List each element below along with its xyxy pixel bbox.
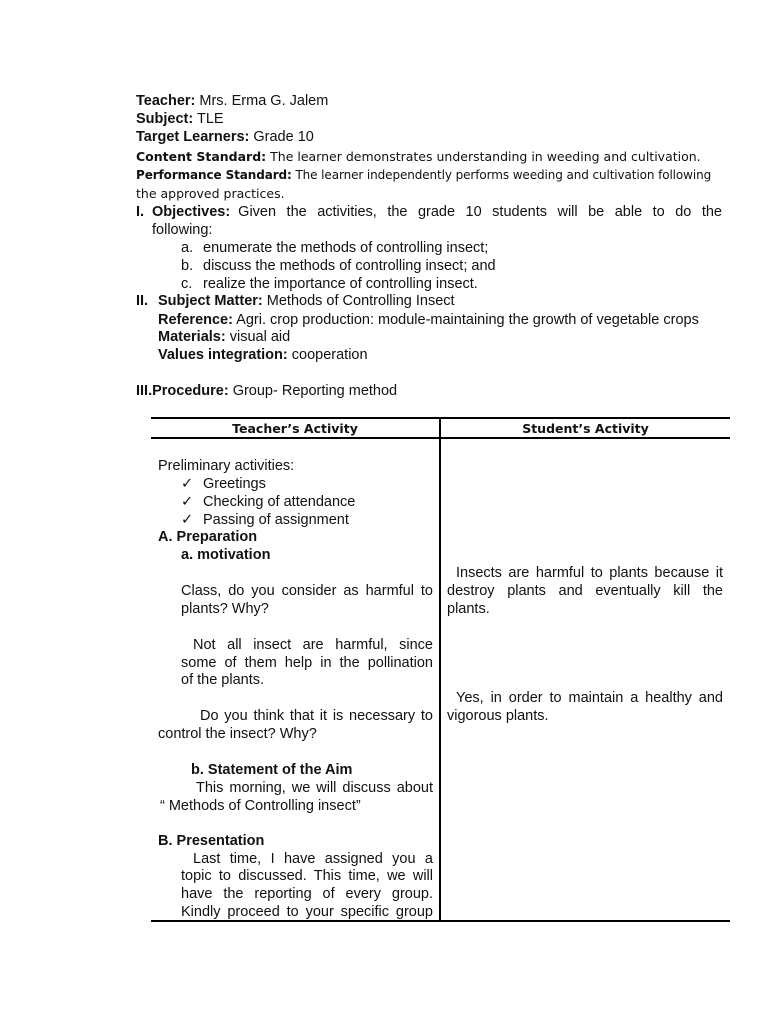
teacher-remark-line3: of the plants. xyxy=(181,672,265,688)
objective-item-c: c. realize the importance of controlling insect. xyxy=(181,276,478,292)
procedure-label: III.Procedure: xyxy=(136,383,229,399)
aim-line2: “ Methods of Controlling insect” xyxy=(160,798,361,814)
procedure-value: Group- Reporting method xyxy=(228,383,398,399)
question1-line2: plants? Why? xyxy=(181,601,269,617)
content-standard xyxy=(136,148,701,166)
teacher-line xyxy=(136,92,328,110)
checkmark-icon: ✓ xyxy=(181,476,194,492)
subject-label: Subject: xyxy=(136,111,194,127)
motivation-heading: a. motivation xyxy=(181,547,271,563)
values-line xyxy=(158,346,368,364)
student-activity-header: Student’s Activity xyxy=(522,421,649,436)
learners-label: Target Learners: xyxy=(136,129,250,145)
subject-matter-number: II. xyxy=(136,293,149,309)
objectives-line1 xyxy=(152,203,722,221)
checklist-item: ✓ Passing of assignment xyxy=(181,512,349,528)
reference-label: Reference: xyxy=(158,312,233,328)
objective-item-a: a. enumerate the methods of controlling insect; xyxy=(181,240,489,256)
materials-value: visual aid xyxy=(225,329,291,345)
question3-line1: Do you think that it is necessary to xyxy=(200,708,433,724)
presentation-line4: Kindly proceed to your specific group xyxy=(181,904,433,920)
subject-matter-label: Subject Matter: xyxy=(158,293,263,309)
subject-matter-value: Methods of Controlling Insect xyxy=(262,293,455,309)
presentation-line3: have the reporting of every group. xyxy=(181,886,433,902)
teacher-label: Teacher: xyxy=(136,93,196,109)
student-answer1-line3: plants. xyxy=(447,601,490,617)
aim-line1: This morning, we will discuss about xyxy=(196,780,433,796)
objectives-line2: following: xyxy=(152,222,213,238)
values-label: Values integration: xyxy=(158,347,288,363)
checklist-item: ✓ Greetings xyxy=(181,476,266,492)
objectives-label: Objectives: xyxy=(152,204,231,220)
subject-matter-line xyxy=(158,292,455,310)
procedure-line xyxy=(136,382,397,400)
student-answer2-line2: vigorous plants. xyxy=(447,708,549,724)
teacher-activity-header: Teacher’s Activity xyxy=(232,421,358,436)
subject-value: TLE xyxy=(193,111,224,127)
materials-line xyxy=(158,328,290,346)
reference-value: Agri. crop production: module-maintaining the growth of vegetable crops xyxy=(232,312,699,328)
teacher-value: Mrs. Erma G. Jalem xyxy=(195,93,329,109)
student-answer2-line1: Yes, in order to maintain a healthy and xyxy=(456,690,723,706)
preliminary-heading: Preliminary activities: xyxy=(158,458,295,474)
student-answer1-line1: Insects are harmful to plants because it xyxy=(456,565,723,581)
objective-item-b: b. discuss the methods of controlling insect; and xyxy=(181,258,496,274)
section-b-heading: B. Presentation xyxy=(158,833,265,849)
table-column-divider xyxy=(439,419,441,920)
presentation-line1: Last time, I have assigned you a xyxy=(193,851,433,867)
aim-heading: b. Statement of the Aim xyxy=(191,762,353,778)
performance-standard-line2: the approved practices. xyxy=(136,186,285,201)
performance-standard-label: Performance Standard: xyxy=(136,168,292,182)
objectives-number: I. xyxy=(136,204,145,220)
learners-value: Grade 10 xyxy=(249,129,314,145)
teacher-remark-line2: some of them help in the pollination xyxy=(181,655,433,671)
checklist-item: ✓ Checking of attendance xyxy=(181,494,356,510)
subject-line xyxy=(136,110,224,128)
checkmark-icon: ✓ xyxy=(181,494,194,510)
reference-line xyxy=(158,311,699,329)
question3-line2: control the insect? Why? xyxy=(158,726,317,742)
objectives-text: Given the activities, the grade 10 students will be able to do the xyxy=(238,204,722,220)
performance-standard-line1: The learner independently performs weeding and cultivation following xyxy=(291,168,712,182)
section-a-heading: A. Preparation xyxy=(158,529,258,545)
materials-label: Materials: xyxy=(158,329,226,345)
presentation-line2: topic to discussed. This time, we will xyxy=(181,868,433,884)
teacher-remark-line1: Not all insect are harmful, since xyxy=(193,637,433,653)
content-standard-value: The learner demonstrates understanding in weeding and cultivation. xyxy=(266,149,701,164)
question1-line1: Class, do you consider as harmful to xyxy=(181,583,433,599)
learners-line xyxy=(136,128,314,146)
content-standard-label: Content Standard: xyxy=(136,149,267,164)
values-value: cooperation xyxy=(287,347,368,363)
student-answer1-line2: destroy plants and eventually kill the xyxy=(447,583,723,599)
checkmark-icon: ✓ xyxy=(181,512,194,528)
performance-standard xyxy=(136,166,723,184)
